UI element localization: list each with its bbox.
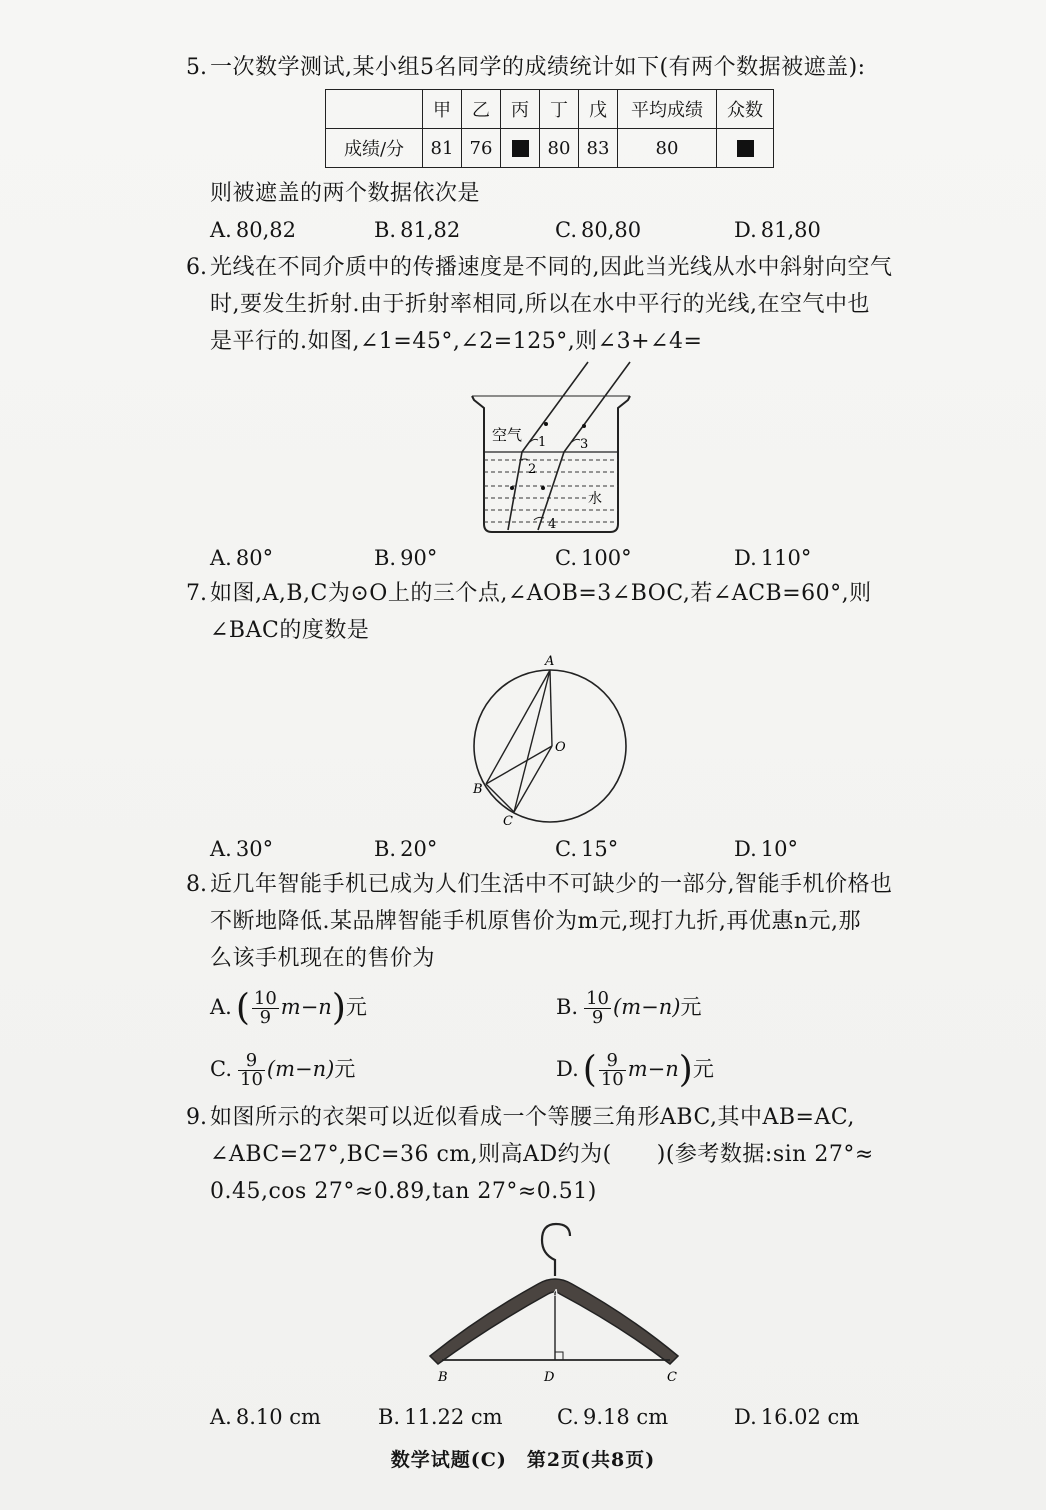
header-cell: 丙 [501,90,540,129]
segment-ao [550,670,552,746]
q8-option-b[interactable] [556,990,701,1027]
option-text: 10° [760,837,798,861]
q9-line-3: 0.45,cos 27°≈0.89,tan 27°≈0.51) [210,1179,597,1204]
option-unit: 元 [334,1057,356,1081]
hanger-hook [542,1224,570,1276]
option-text: 9.18 cm [583,1405,669,1429]
option-text: 80° [235,546,274,570]
header-cell: 戊 [579,90,618,129]
score-table-row [326,129,774,168]
segment-ac [514,670,550,812]
header-cell [326,90,423,129]
q6-option-b[interactable] [374,543,437,573]
option-label: B. [374,837,397,861]
q9-option-c[interactable] [557,1402,668,1432]
fraction-numerator: 9 [599,1052,626,1071]
fraction [238,1052,265,1089]
point-a-label: A [551,1287,560,1301]
q5-text2: 则被遮盖的两个数据依次是 [210,181,481,206]
q5-text: 一次数学测试,某小组5名同学的成绩统计如下(有两个数据被遮盖): [210,55,866,80]
right-angle-mark [555,1352,563,1360]
q7-line-2: ∠BAC的度数是 [210,618,370,643]
option-text: 20° [400,837,438,861]
option-text: 80,82 [235,218,296,242]
option-label: D. [734,546,757,570]
angle-1-label: 1 [538,435,547,450]
q9-line-1: 如图所示的衣架可以近似看成一个等腰三角形ABC,其中AB=AC, [210,1105,855,1130]
q6-option-c[interactable] [555,543,632,573]
option-text: 30° [235,837,274,861]
fraction-numerator: 9 [238,1052,265,1071]
option-text: 8.10 cm [235,1405,321,1429]
circle-figure [466,650,636,830]
q8-option-c[interactable] [210,1052,355,1089]
score-cell [501,129,540,168]
option-label: D. [734,1405,757,1429]
option-expression: (m−n) [266,1057,335,1081]
option-label: A. [210,837,232,861]
fraction-denominator: 9 [591,1007,604,1028]
header-cell: 乙 [462,90,501,129]
option-expression: (m−n) [613,995,681,1019]
option-expression: m−n [627,1057,679,1081]
q8-option-a[interactable] [210,987,367,1029]
q9-option-d[interactable] [734,1402,859,1432]
option-expression: m−n [280,995,332,1019]
segment-oc [514,746,552,812]
score-cell: 81 [423,129,462,168]
left-paren: ( [582,1049,597,1091]
q8-line-2: 不断地降低.某品牌智能手机原售价为m元,现打九折,再优惠n元,那 [210,909,862,934]
option-label: C. [555,546,577,570]
option-text: 100° [581,546,632,570]
masked-value [512,140,529,157]
right-paren: ) [331,987,346,1029]
header-cell: 甲 [423,90,462,129]
score-cell: 80 [618,129,717,168]
q7-line-1: 如图,A,B,C为⊙O上的三个点,∠AOB=3∠BOC,若∠ACB=60°,则 [210,581,872,606]
option-text: 81,80 [760,218,821,242]
q5-option-a[interactable] [210,215,296,245]
score-cell [717,129,774,168]
q7-option-a[interactable] [210,834,273,864]
point-c-label: C [503,814,513,829]
option-text: 16.02 cm [760,1405,860,1429]
header-cell: 平均成绩 [618,90,717,129]
left-paren: ( [235,987,250,1029]
score-table-header [326,90,774,129]
angle-2-label: 2 [528,462,537,477]
option-text: 80,80 [581,218,642,242]
option-label: D. [556,1057,579,1081]
q9-line-2: ∠ABC=27°,BC=36 cm,则高AD约为( )(参考数据:sin 27°≈ [210,1142,874,1167]
q8-number: 8. [186,872,207,897]
q9-option-b[interactable] [378,1402,503,1432]
option-unit: 元 [680,995,702,1019]
q6-line-3: 是平行的.如图,∠1=45°,∠2=125°,则∠3+∠4= [210,329,703,354]
point-c-label: C [667,1370,677,1385]
q7-option-b[interactable] [374,834,437,864]
header-cell: 丁 [540,90,579,129]
score-cell: 76 [462,129,501,168]
q8-line-3: 么该手机现在的售价为 [210,946,436,971]
option-text: 15° [581,837,619,861]
fraction-denominator: 9 [259,1007,272,1028]
q8-option-d[interactable] [556,1049,714,1091]
option-text: 11.22 cm [404,1405,503,1429]
point-a-label: A [545,654,555,669]
water-label: 水 [588,491,602,507]
q5-number: 5. [186,55,207,80]
q7-option-c[interactable] [555,834,618,864]
q5-option-c[interactable] [555,215,641,245]
ray-point [510,486,514,490]
fraction [252,990,279,1027]
point-b-label: B [473,782,483,797]
fraction-numerator: 10 [586,988,610,1009]
option-text: 110° [760,546,812,570]
q9-option-a[interactable] [210,1402,321,1432]
option-label: D. [734,218,757,242]
angle-3-label: 3 [580,437,589,452]
hanger-figure [420,1218,690,1390]
fraction [599,1052,626,1089]
q7-option-d[interactable] [734,834,798,864]
point-d-label: D [544,1370,555,1385]
option-label: A. [210,1405,232,1429]
angle-4-label: 4 [548,517,557,532]
beaker-outline [472,396,630,532]
q6-line-1: 光线在不同介质中的传播速度是不同的,因此当光线从水中斜射向空气 [210,255,893,280]
segment-bc [486,784,514,812]
score-table [325,89,774,168]
point-o-label: O [555,740,566,755]
fraction-numerator: 10 [253,988,277,1009]
fraction [584,990,611,1027]
ray-point [541,486,545,490]
q6-option-a[interactable] [210,543,273,573]
option-unit: 元 [345,995,367,1019]
score-cell: 83 [579,129,618,168]
option-label: C. [555,837,577,861]
row-label: 成绩/分 [326,129,423,168]
ray-point [544,422,548,426]
score-cell: 80 [540,129,579,168]
light-ray-1 [508,362,588,530]
option-label: A. [210,218,232,242]
option-label: C. [210,1057,232,1081]
page-footer: 数学试题(C) 第2页(共8页) [390,1449,656,1471]
q6-line-2: 时,要发生折射.由于折射率相同,所以在水中平行的光线,在空气中也 [210,292,870,317]
q6-option-d[interactable] [734,543,811,573]
header-cell: 众数 [717,90,774,129]
option-label: B. [374,218,397,242]
fraction-denominator: 10 [240,1069,263,1090]
option-label: B. [374,546,397,570]
option-label: A. [210,546,232,570]
q7-number: 7. [186,581,207,606]
option-unit: 元 [692,1057,714,1081]
point-b-label: B [438,1370,448,1385]
option-label: B. [556,995,579,1019]
option-text: 81,82 [400,218,461,242]
option-label: D. [734,837,757,861]
q6-number: 6. [186,255,207,280]
q9-number: 9. [186,1105,207,1130]
ray-point [582,424,586,428]
air-label: 空气 [492,426,523,444]
q5-option-d[interactable] [734,215,821,245]
option-text: 90° [400,546,438,570]
fraction-denominator: 10 [600,1069,624,1090]
option-label: A. [210,995,232,1019]
option-label: C. [555,218,577,242]
refraction-figure [460,360,640,540]
masked-value [737,140,754,157]
q8-line-1: 近几年智能手机已成为人们生活中不可缺少的一部分,智能手机价格也 [210,872,893,897]
option-label: B. [378,1405,401,1429]
option-label: C. [557,1405,579,1429]
right-paren: ) [678,1049,693,1091]
q5-option-b[interactable] [374,215,460,245]
